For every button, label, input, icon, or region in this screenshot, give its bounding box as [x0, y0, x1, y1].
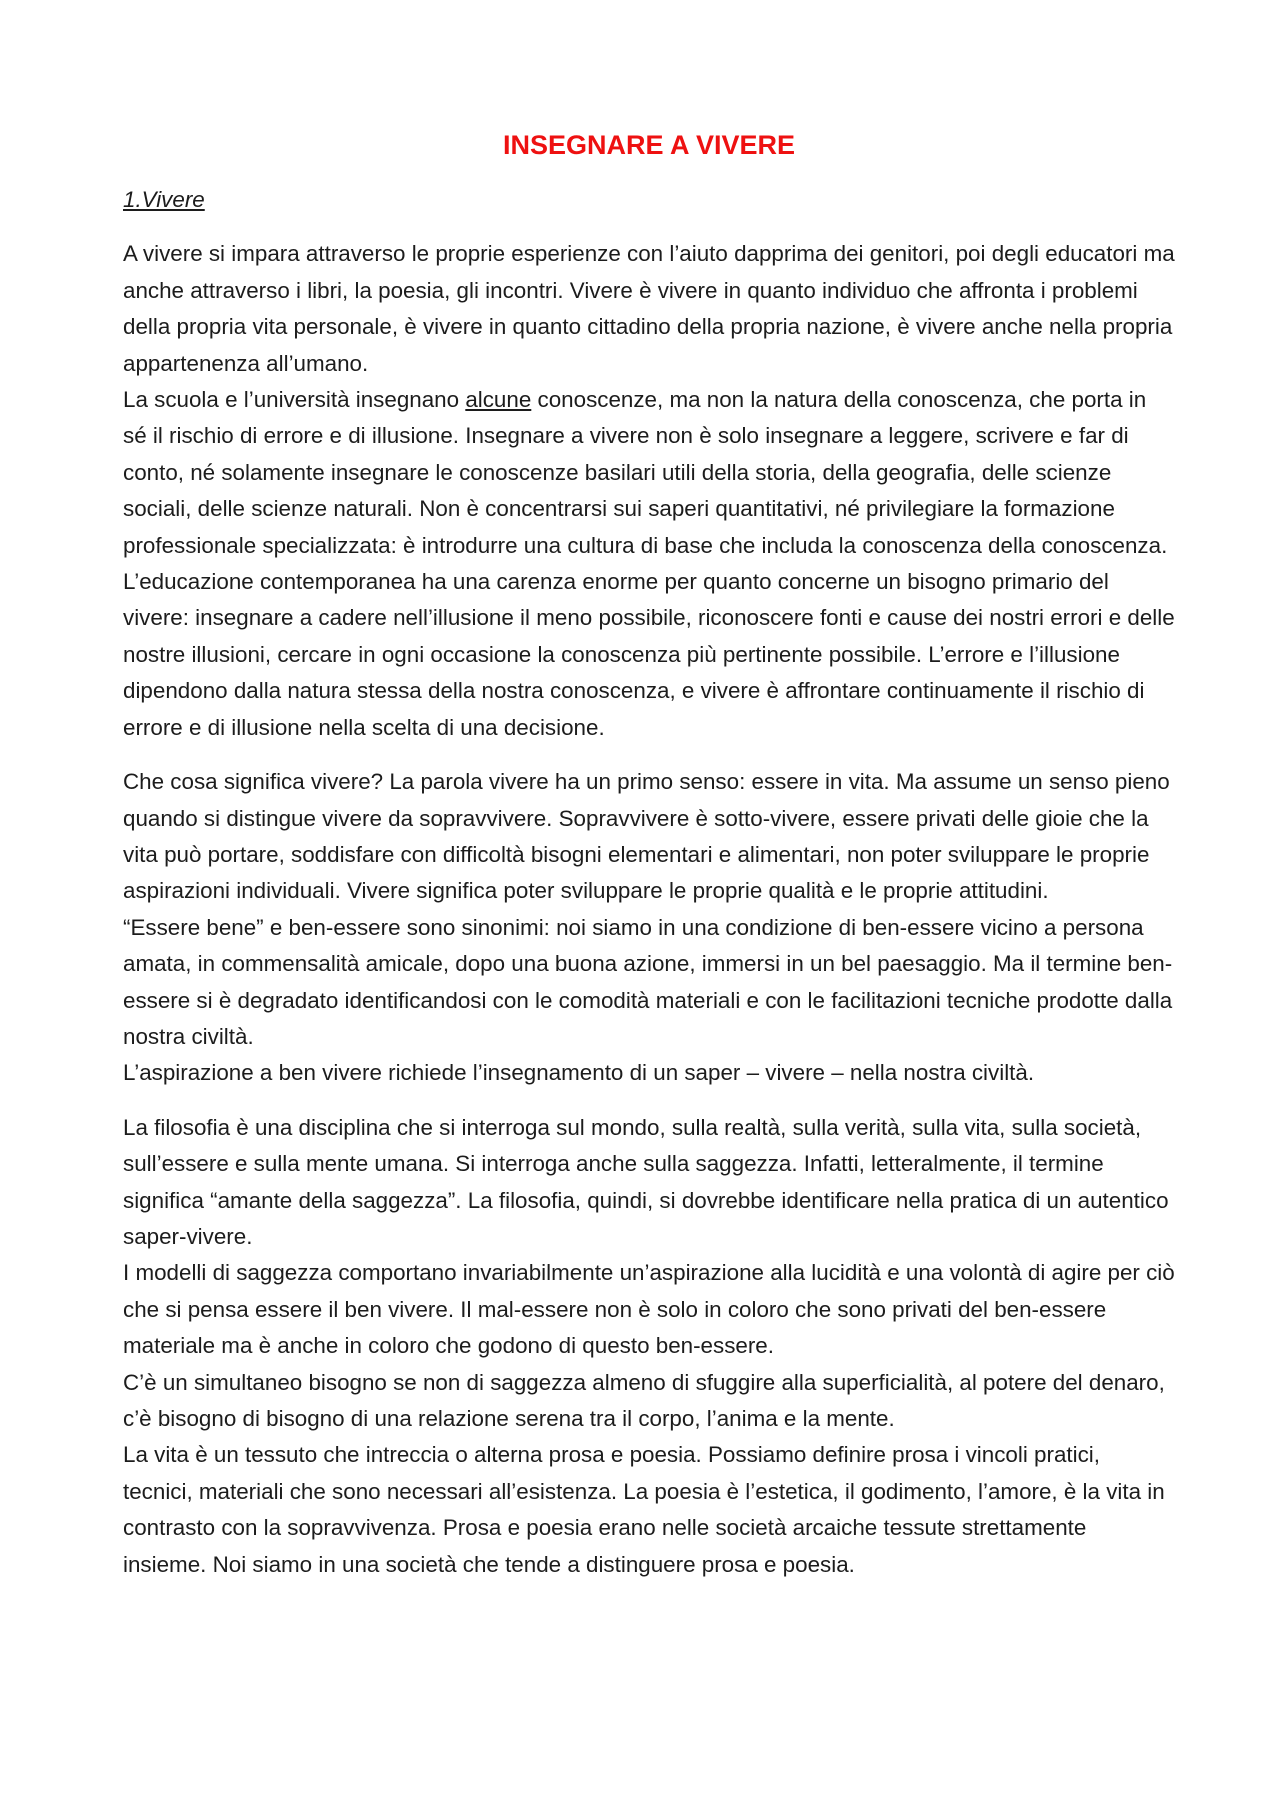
paragraph: La vita è un tessuto che intreccia o alterna prosa e poesia. Possiamo definire prosa i vincoli pratici, tecnici, materiali che sono necessari all’esistenza. La poesia è l’estetica, il godimento, l’amore, è la vita in contrasto con la sopravvivenza. Prosa e poesia erano nelle società arcaiche tessute strettamente insieme. Noi siamo in una società che tende a distinguere prosa e poesia.: [123, 1442, 1165, 1577]
underlined-word: alcune: [465, 387, 532, 413]
document-body: [123, 126, 1175, 1601]
paragraph: C’è un simultaneo bisogno se non di saggezza almeno di sfuggire alla superficialità, al potere del denaro, c’è bisogno di bisogno di una relazione serena tra il corpo, l’anima e la mente.: [123, 1369, 1165, 1431]
paragraph: La filosofia è una disciplina che si interroga sul mondo, sulla realtà, sulla verità, sulla vita, sulla società, sull’essere e sulla mente umana. Si interroga anche sulla saggezza. Infatti, letteralmente, il termine significa “amante della saggezza”. La filosofia, quindi, si dovrebbe identificare nella pratica di un autentico saper-vivere.: [123, 1114, 1169, 1249]
text-run: conoscenze, ma non la natura della conoscenza, che porta in sé il rischio di errore e di illusione. Insegnare a vivere non è solo insegnare a leggere, scrivere e far di conto, né solamente insegnare le conoscenze basilari utili della storia, della geografia, delle scienze sociali, delle scienze naturali. Non è concentrarsi sui saperi quantitativi, né privilegiare la formazione professionale specializzata: è introdurre una cultura di base che includa la conoscenza della conoscenza. L’educazione contemporanea ha una carenza enorme per quanto concerne un bisogno primario del vivere: insegnare a cadere nell’illusione il meno possibile, riconoscere fonti e cause dei nostri errori e delle nostre illusioni, cercare in ogni occasione la conoscenza più pertinente possibile. L’errore e l’illusione dipendono dalla natura stessa della nostra conoscenza, e vivere è affrontare continuamente il rischio di errore e di illusione nella scelta di una decisione.: [123, 387, 1175, 740]
paragraph: “Essere bene” e ben-essere sono sinonimi: noi siamo in una condizione di ben-essere vicino a persona amata, in commensalità amicale, dopo una buona azione, immersi in un bel paesaggio. Ma il termine ben-essere si è degradato identificandosi con le comodità materiali e con le facilitazioni tecniche prodotte dalla nostra civiltà.: [123, 914, 1173, 1049]
paragraph: A vivere si impara attraverso le proprie esperienze con l’aiuto dapprima dei genitori, poi degli educatori ma anche attraverso i libri, la poesia, gli incontri. Vivere è vivere in quanto individuo che affronta i problemi della propria vita personale, è vivere in quanto cittadino della propria nazione, è vivere anche nella propria appartenenza all’umano.: [123, 241, 1175, 376]
paragraph-group-3: [123, 1110, 1175, 1583]
paragraph: [123, 382, 1175, 746]
document-title: INSEGNARE A VIVERE: [502, 130, 796, 160]
paragraph: I modelli di saggezza comportano invariabilmente un’aspirazione alla lucidità e una volontà di agire per ciò che si pensa essere il ben vivere. Il mal-essere non è solo in coloro che sono privati del ben-essere materiale ma è anche in coloro che godono di questo ben-essere.: [123, 1260, 1175, 1359]
paragraph-group-1: [123, 236, 1175, 746]
text-run: La scuola e l’università insegnano: [123, 387, 466, 413]
paragraph: Che cosa significa vivere? La parola vivere ha un primo senso: essere in vita. Ma assume un senso pieno quando si distingue vivere da sopravvivere. Sopravvivere è sotto-vivere, essere privati delle gioie che la vita può portare, soddisfare con difficoltà bisogni elementari e alimentari, non poter sviluppare le proprie aspirazioni individuali. Vivere significa poter sviluppare le proprie qualità e le proprie attitudini.: [123, 769, 1170, 904]
paragraph: L’aspirazione a ben vivere richiede l’insegnamento di un saper – vivere – nella nostra civiltà.: [123, 1060, 1035, 1086]
section-heading: 1.Vivere: [123, 187, 205, 212]
paragraph-group-2: [123, 764, 1175, 1092]
